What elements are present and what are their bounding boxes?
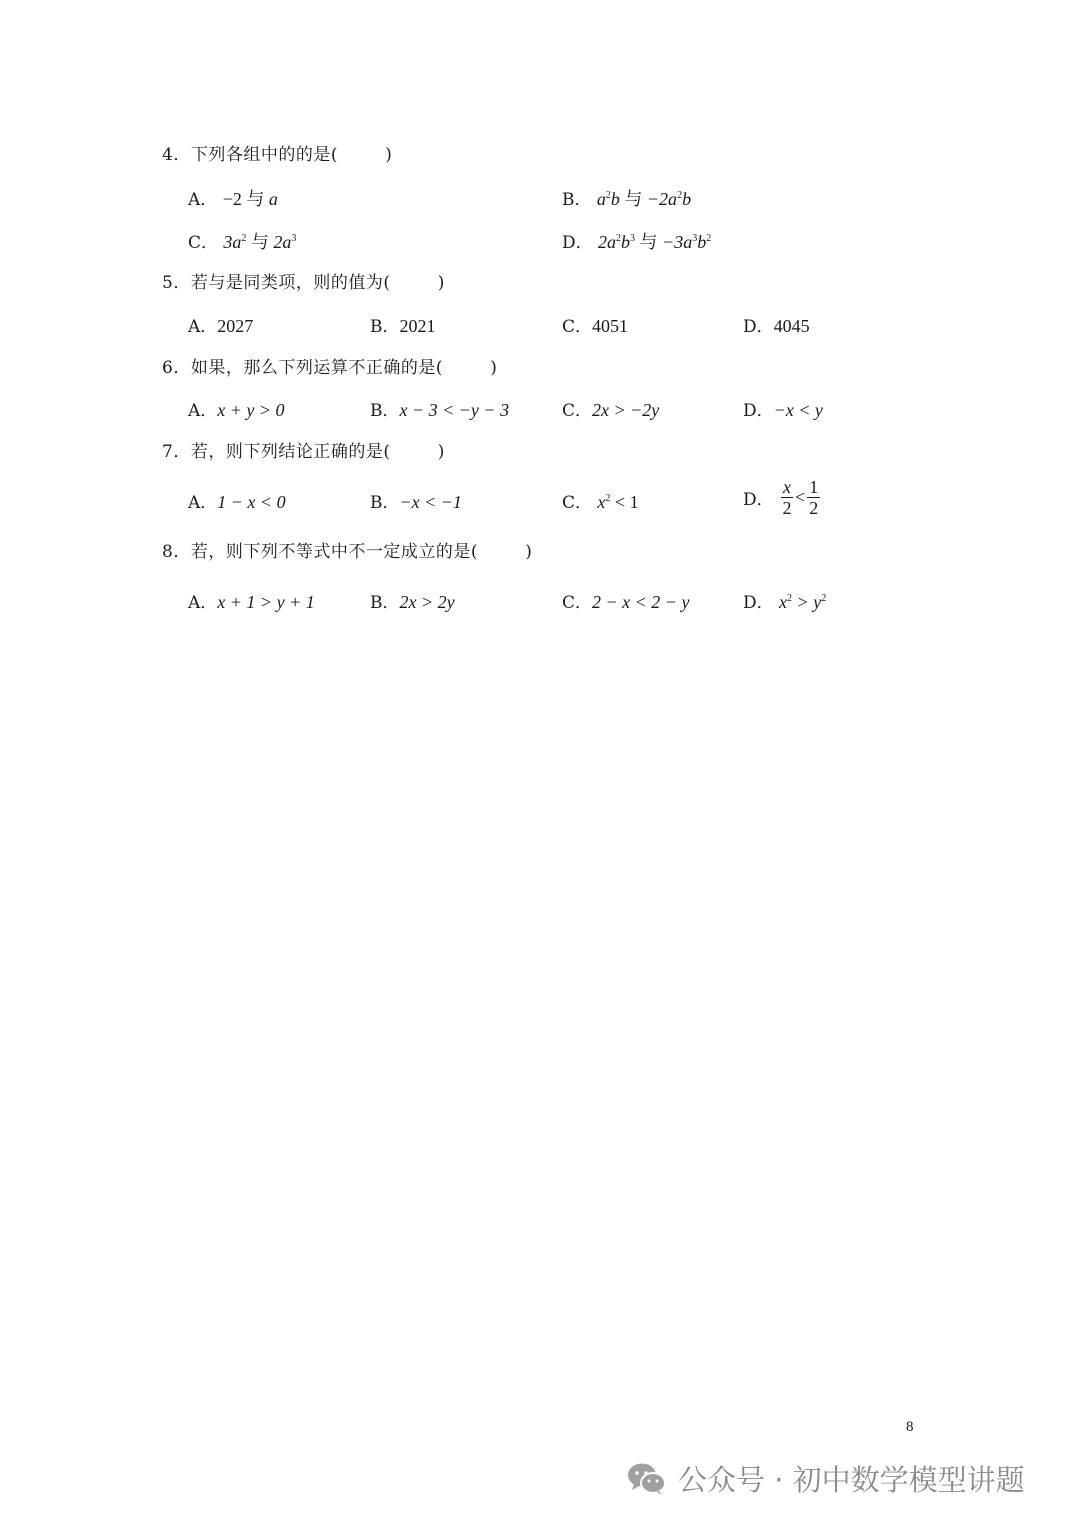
option-letter: D． [562, 233, 593, 253]
q7-option-c [562, 488, 639, 513]
option-letter: A． [188, 493, 218, 513]
expr-part: a [596, 189, 606, 209]
question-8-stem [162, 537, 532, 562]
q8-option-b [370, 588, 455, 613]
option-letter: C． [562, 401, 593, 421]
q8-option-c [562, 588, 689, 613]
fraction-x-over-2 [781, 477, 793, 518]
q7-option-d [743, 477, 822, 518]
option-expression: 4051 [592, 316, 629, 336]
q5-option-c [562, 312, 628, 337]
expr-exponent: 2 [605, 190, 611, 201]
option-letter: B． [370, 593, 400, 613]
q8-option-a [188, 588, 315, 613]
answer-parentheses: ( ) [435, 358, 498, 378]
option-expression: x − 3 < −y − 3 [399, 400, 510, 420]
expr-exponent: 3 [692, 233, 698, 244]
expr-part: b [621, 232, 631, 252]
question-text: 若，则下列结论正确的是 [190, 442, 384, 462]
q6-option-d [743, 396, 823, 421]
fraction-numerator: 1 [809, 477, 819, 497]
answer-parentheses: ( ) [470, 542, 533, 562]
option-letter: A． [188, 593, 218, 613]
watermark-text: 公众号 · 初中数学模型讲题 [678, 1463, 1025, 1497]
expr-exponent: 3 [291, 233, 297, 244]
question-6-stem [162, 353, 497, 378]
expr-operator: < [795, 487, 806, 507]
option-expression [223, 232, 296, 252]
option-expression: x + 1 > y + 1 [217, 592, 315, 612]
q5-option-b [370, 312, 436, 337]
expr-part: b [697, 232, 707, 252]
expr-part: 2a [273, 232, 292, 252]
question-number: 8． [162, 542, 191, 562]
expr-word: 与 [246, 232, 274, 252]
expr-exponent: 2 [241, 233, 247, 244]
option-letter: B． [370, 317, 400, 337]
expr-exponent: 2 [787, 593, 793, 604]
fraction-denominator: 2 [809, 498, 819, 518]
expr-exponent: 2 [821, 593, 827, 604]
answer-parentheses: ( ) [330, 145, 393, 165]
option-letter: D． [743, 593, 774, 613]
expr-part: 3a [223, 232, 242, 252]
option-letter: C． [188, 233, 219, 253]
q4-option-b [562, 185, 691, 211]
fraction-numerator: x [783, 477, 792, 497]
wechat-watermark [626, 1458, 1025, 1499]
option-expression [779, 592, 826, 612]
q6-option-b [370, 396, 509, 421]
question-number: 6． [162, 358, 191, 378]
expr-part: < 1 [610, 492, 639, 512]
question-text: 若与是同类项，则的值为 [190, 273, 384, 293]
question-number: 7． [162, 442, 191, 462]
expr-part: −2a [646, 189, 678, 209]
option-letter: A． [188, 401, 218, 421]
option-expression: 4045 [773, 316, 810, 336]
q6-option-c [562, 396, 659, 421]
q7-option-a [188, 488, 286, 513]
option-letter: D． [743, 490, 774, 510]
option-letter: C． [562, 493, 593, 513]
question-4-stem [162, 140, 392, 165]
question-number: 4． [162, 145, 191, 165]
question-7-stem [162, 437, 445, 462]
option-expression [223, 189, 278, 209]
q5-option-a [188, 312, 253, 337]
option-expression: 2x > 2y [399, 592, 455, 612]
option-expression: x + y > 0 [217, 400, 285, 420]
expr-exponent: 2 [616, 233, 622, 244]
option-letter: B． [562, 190, 592, 210]
question-text: 下列各组中的的是 [190, 145, 331, 165]
answer-parentheses: ( ) [383, 442, 445, 462]
question-5-stem [162, 268, 445, 293]
option-expression [597, 492, 638, 512]
option-letter: A． [188, 190, 218, 210]
q5-option-d [743, 312, 810, 337]
expr-word: 与 [635, 232, 663, 252]
question-number: 5． [162, 273, 191, 293]
answer-parentheses: ( ) [383, 273, 445, 293]
option-expression: −x < y [773, 400, 823, 420]
expr-exponent: 2 [605, 493, 611, 504]
q4-option-a [188, 185, 278, 211]
option-expression: 2021 [399, 316, 436, 336]
expr-part: −3a [662, 232, 693, 252]
option-letter: A． [188, 317, 218, 337]
question-text: 若，则下列不等式中不一定成立的是 [190, 542, 471, 562]
option-letter: C． [562, 593, 593, 613]
wechat-icon [626, 1461, 668, 1497]
option-letter: B． [370, 493, 400, 513]
option-expression [598, 232, 711, 252]
expr-part: −2 [222, 189, 242, 209]
expr-exponent: 3 [630, 233, 636, 244]
question-text: 如果，那么下列运算不正确的是 [190, 358, 436, 378]
option-expression: 1 − x < 0 [217, 492, 286, 512]
expr-part: x [779, 592, 788, 612]
expr-exponent: 2 [706, 233, 712, 244]
option-letter: B． [370, 401, 400, 421]
option-letter: D． [743, 401, 774, 421]
expr-word: 与 [619, 189, 647, 209]
option-letter: C． [562, 317, 593, 337]
page-number: 8 [906, 1419, 914, 1435]
option-letter: D． [743, 317, 774, 337]
expr-part: 2a [598, 232, 617, 252]
q7-option-b [370, 488, 462, 513]
option-expression: −x < −1 [399, 492, 462, 512]
fraction-1-over-2 [807, 477, 820, 518]
option-expression [597, 189, 691, 209]
expr-word: 与 [241, 189, 269, 209]
expr-part: > y [792, 592, 822, 612]
q4-option-d [562, 228, 711, 254]
expr-part: a [268, 189, 278, 209]
expr-part: b [682, 189, 692, 209]
option-expression: 2x > −2y [592, 400, 660, 420]
q4-option-c [188, 228, 296, 254]
option-expression: 2027 [217, 316, 254, 336]
q8-option-d [743, 588, 826, 613]
expr-part: b [610, 189, 620, 209]
expr-part: x [597, 492, 606, 512]
option-expression: 2 − x < 2 − y [592, 592, 690, 612]
fraction-denominator: 2 [782, 498, 792, 518]
expr-exponent: 2 [677, 190, 683, 201]
q6-option-a [188, 396, 285, 421]
